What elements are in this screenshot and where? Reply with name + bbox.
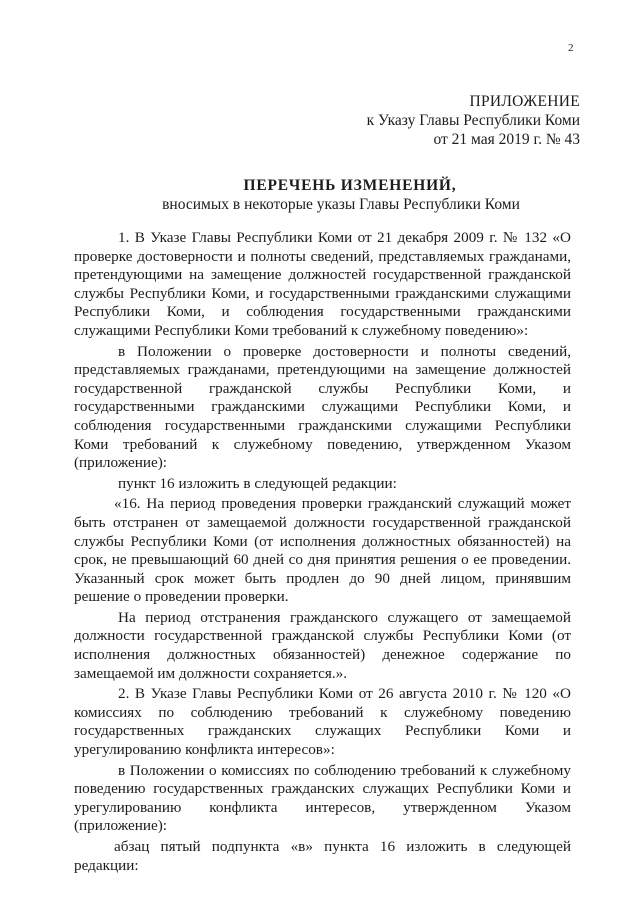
paragraph-1: 1. В Указе Главы Республики Коми от 21 декабря 2009 г. № 132 «О проверке достоверности и полноты сведений, представляемых гражданами, претендующими на замещение должностей государственной гражданской службы Республики Коми, и государственными гражданскими служащими Республики Коми, и соблюдения государственными гражданскими служащими Республики Коми требований к служебному поведению»: [74,229,571,339]
paragraph-8: абзац пятый подпункта «в» пункта 16 изложить в следующей редакции: [74,838,571,874]
paragraph-5: На период отстранения гражданского служащего от замещаемой должности государственной гражданской службы Республики Коми (от исполнения должностных обязанностей) денежное содержание по замещаемой им должности сохраняется.». [74,608,571,682]
heading-title: ПЕРЕЧЕНЬ ИЗМЕНЕНИЙ, [243,177,457,194]
paragraph-3: пункт 16 изложить в следующей редакции: [118,474,397,492]
appendix-title: ПРИЛОЖЕНИЕ [469,93,580,110]
paragraph-6: 2. В Указе Главы Республики Коми от 26 августа 2010 г. № 120 «О комиссиях по соблюдению требований к служебному поведению государственных гражданских служащих Республики Коми и урегулированию конфликта интересов»: [74,685,571,759]
paragraph-4: «16. На период проведения проверки гражданский служащий может быть отстранен от замещаемой должности государственной гражданской службы Республики Коми (от исполнения должностных обязанностей) на срок, не превышающий 60 дней со дня принятия решения о ее проведении. Указанный срок может быть продлен до 90 дней лицом, принявшим решение о проведении проверки. [74,495,571,606]
page-number: 2 [568,42,574,54]
appendix-decree-date: от 21 мая 2019 г. № 43 [433,131,580,148]
paragraph-2: в Положении о проверке достоверности и полноты сведений, представляемых гражданами, претендующими на замещение должностей государственной гражданской службы Республики Коми, и государственными гражданскими служащими Республики Коми, и соблюдения государственными гражданскими служащими Республики Коми требований к служебному поведению, утвержденном Указом (приложение): [74,342,571,472]
appendix-decree-ref: к Указу Главы Республики Коми [366,112,580,129]
heading-subtitle: вносимых в некоторые указы Главы Республики Коми [162,196,520,213]
paragraph-7: в Положении о комиссиях по соблюдению требований к служебному поведению государственных гражданских служащих Республики Коми и урегулированию конфликта интересов, утвержденном Указом (приложение): [74,761,571,835]
document-heading [0,176,640,214]
appendix-block [367,92,580,149]
document-body [74,229,571,875]
